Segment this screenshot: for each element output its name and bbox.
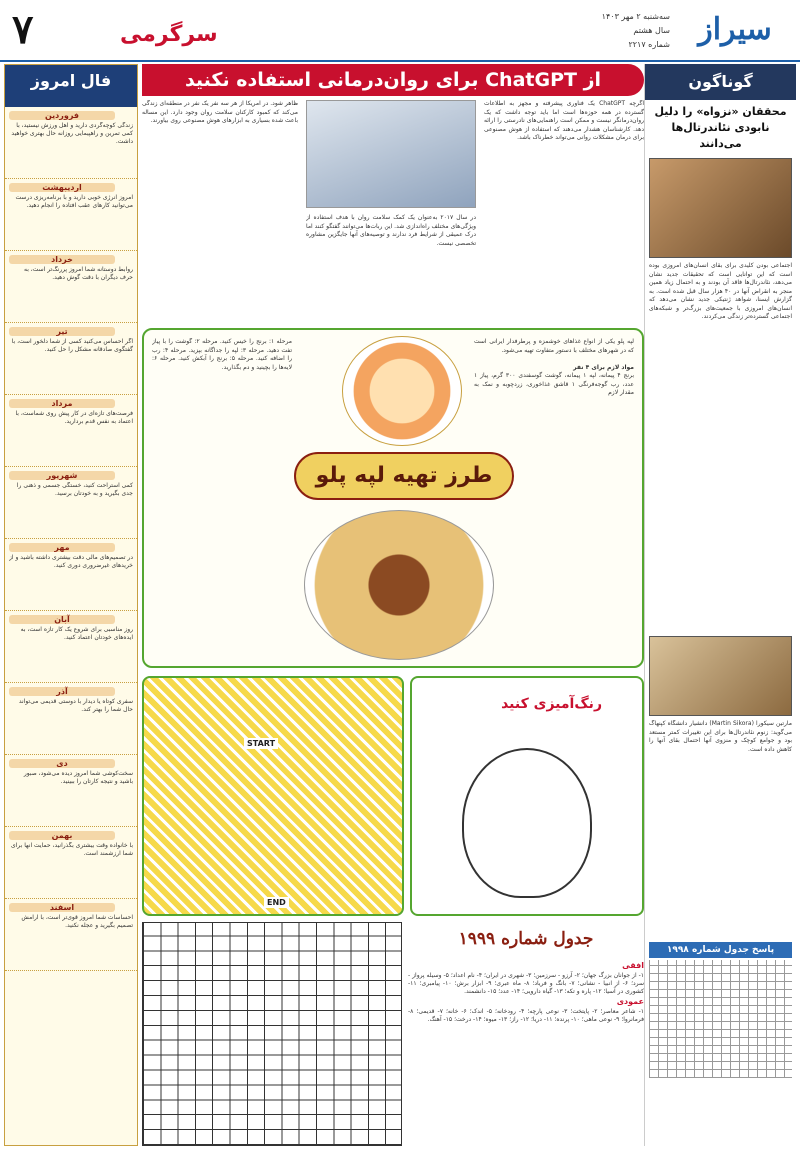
chef-illustration [342,336,462,446]
issue-date: سه‌شنبه ۲ مهر ۱۴۰۳ [601,12,670,21]
recipe-intro: لپه پلو یکی از انواع غذاهای خوشمزه و پرطرفدار ایرانی است که در شهرهای مختلف با دستور متفاوت تهیه می‌شود. [474,338,634,354]
prev-solution-title: پاسخ جدول شماره ۱۹۹۸ [649,942,792,958]
horoscope-item [5,251,137,323]
neanderthal-photo [649,158,792,258]
coloring-box [410,676,644,916]
sign-name: اسفند [9,903,115,912]
neanderthal-body-1: اجتماعی بودن کلیدی برای بقای انسان‌های امروزی بوده است که این توانایی است که تحقیقات جدید نشان می‌دهد، نئاندرتال‌ها فاقد آن بودند و به احتمال زیاد همین منجر به انقراض آنها در ۴۰ هزار سال قبل شده است. به گزارش ایسنا، شواهد ژنتیکی جدید نشان می‌دهد که انسان‌های امروزی با جمعیت‌های بزرگ‌تر و شبکه‌های اجتماعی گسترده‌تر زندگی می‌کردند. [649,262,792,320]
chatgpt-col-1: اگرچه ChatGPT یک فناوری پیشرفته و مجهز به اطلاعات گسترده در همه حوزه‌ها است اما باید توجه داشت که یک روان‌درمانگر نیست و ممکن است راهنمایی‌های نادرستی را ارائه دهد. کارشناسان هشدار می‌دهند که استفاده از هوش مصنوعی برای درمان مشکلات روانی می‌تواند خطرناک باشد. [484,100,644,141]
horoscope-item [5,755,137,827]
issue-year: سال هشتم [633,26,670,35]
robot-therapy-photo [306,100,476,208]
skull-photo [649,636,792,716]
horoscope-title: فال امروز [30,71,112,90]
horoscope-item [5,395,137,467]
ingredients-title: مواد لازم برای ۴ نفر [573,363,634,371]
chatgpt-col-2: در سال ۲۰۱۷ به‌عنوان یک کمک سلامت روان با هدف استفاده از ویژگی‌های مختلف راه‌اندازی شد. این ربات‌ها می‌توانند گفتگو کنند اما درک عمیقی از شرایط فرد ندارند و توصیه‌های آنها جایگزین مشاوره تخصصی نیست. [306,214,476,247]
neanderthal-body-2: مارتین سیکورا (Martin Sikora) دانشیار دانشگاه کپنهاگ می‌گوید: زنوم نئاندرتال‌ها برای این تغییرات کمتر مستعد بود و جوامع کوچک و منزوی آنها احتمال بقای آنها را کاهش داده است. [649,720,792,753]
maze-start-label: START [244,738,278,749]
horoscope-item [5,179,137,251]
sign-name: تیر [9,327,115,336]
horoscope-item [5,539,137,611]
sign-name: دی [9,759,115,768]
coloring-title: رنگ‌آمیزی کنید [501,696,602,712]
crossword-title: جدول شماره ۱۹۹۹ [458,929,594,949]
sign-name: شهریور [9,471,115,480]
sign-name: خرداد [9,255,115,264]
horoscope-item [5,827,137,899]
sign-text: زندگی کوچه‌گردی دارید و اهل ورزش نیستید، با کمی تمرین و راهپیمایی روزانه حال بهتری خواهید داشت. [11,122,133,145]
horoscope-item [5,611,137,683]
crossword-clues [408,960,644,1146]
misc-column [644,64,796,1146]
sign-text: با خانواده وقت بیشتری بگذرانید، حمایت آنها برای شما ارزشمند است. [10,842,133,857]
misc-header: گوناگون [645,64,796,100]
down-clues: ۱- شاعر معاصر؛ ۲- پایتخت؛ ۳- نوعی پارچه؛ ۴- رودخانه؛ ۵- اندک؛ ۶- خانه؛ ۷- قدیمی؛ ۸- فرمانروا؛ ۹- نوعی ماهی؛ ۱۰- پرنده؛ ۱۱- دریا؛ ۱۲- راز؛ ۱۳- میوه؛ ۱۴- درخت؛ ۱۵- آهنگ. [408,1008,644,1023]
sign-text: کمی استراحت کنید، خستگی جسمی و ذهنی را جدی بگیرید و به خودتان برسید. [16,482,133,497]
main-content [142,64,644,1146]
maze-puzzle [142,676,404,916]
horoscope-header [5,65,137,107]
horoscope-column [4,64,138,1146]
crossword-grid[interactable] [142,922,402,1146]
sign-name: آبان [9,615,115,624]
chatgpt-col-3: ظاهر شود. در آمریکا از هر سه نفر یک نفر در منطقه‌ای زندگی می‌کند که کمبود کارکنان سلامت روان وجود دارد. این مساله باعث شده بسیاری به ابزارهای هوش مصنوعی روی بیاورند. [142,100,298,124]
sign-text: فرصت‌های تازه‌ای در کار پیش روی شماست، با اعتماد به نفس قدم بردارید. [15,410,133,425]
ingredients-text: برنج ۴ پیمانه، لپه ۱ پیمانه، گوشت گوسفندی ۳۰۰ گرم، پیاز ۱ عدد، رب گوجه‌فرنگی ۱ قاشق غذاخوری، زردچوبه و نمک به مقدار لازم [474,372,634,396]
across-title: افقی [622,961,644,970]
sign-name: مرداد [9,399,115,408]
sign-name: فروردین [9,111,115,120]
section-title: سرگرمی [120,22,218,47]
sign-name: بهمن [9,831,115,840]
chatgpt-article [142,100,644,318]
sign-text: در تصمیم‌های مالی دقت بیشتری داشته باشید و از خریدهای غیرضروری دوری کنید. [9,554,133,569]
sign-name: اردیبهشت [9,183,115,192]
prev-solution-grid [649,960,792,1078]
down-title: عمودی [616,997,644,1006]
sign-text: روابط دوستانه شما امروز پررنگ‌تر است، به حرف دیگران با دقت گوش دهید. [23,266,133,281]
horoscope-item [5,467,137,539]
page-number: ۷ [12,6,34,53]
newspaper-logo: سیراز [698,12,772,47]
sign-text: سخت‌کوشی شما امروز دیده می‌شود، صبور باشید و نتیجه کارتان را ببینید. [23,770,133,785]
sign-text: اگر احساس می‌کنید کسی از شما دلخور است، با گفتگوی صادقانه مشکل را حل کنید. [11,338,133,353]
horoscope-item [5,323,137,395]
issue-meta [602,10,670,52]
recipe-title: طرز تهیه لپه پلو [294,452,514,500]
chatgpt-headline: از ChatGPT برای روان‌درمانی استفاده نکنید [142,64,644,96]
horoscope-item [5,899,137,971]
maze-end-label: END [264,897,289,908]
horoscope-list [5,107,137,971]
recipe-text [474,338,634,660]
sign-text: امروز انرژی خوبی دارید و با برنامه‌ریزی درست می‌توانید کارهای عقب افتاده را انجام دهید. [15,194,133,209]
sign-text: روز مناسبی برای شروع یک کار تازه است، به ایده‌های خودتان اعتماد کنید. [20,626,133,641]
rice-dish-photo [304,510,494,660]
horoscope-item [5,107,137,179]
recipe-box [142,328,644,668]
horoscope-item [5,683,137,755]
games-section [142,676,644,1146]
sign-text: سفری کوتاه یا دیدار با دوستی قدیمی می‌تواند حال شما را بهتر کند. [18,698,133,713]
across-clues: ۱- از جوانان بزرگ جهان؛ ۲- آرزو - سرزمین؛ ۳- شهری در ایران؛ ۴- نام اعداد؛ ۵- وسیله پرواز - سرد؛ ۶- از انبیا - نشانی؛ ۷- بانگ و فریاد؛ ۸- ماه عبری؛ ۹- ابزار برش؛ ۱۰- پیامبری؛ ۱۱- کشوری در آسیا؛ ۱۲- پاره و تکه؛ ۱۳- گیاه دارویی؛ ۱۴- عدد؛ ۱۵- دانشمند. [408,972,644,995]
sign-text: احساسات شما امروز قوی‌تر است، با آرامش تصمیم بگیرید و عجله نکنید. [21,914,133,929]
bunny-outline-drawing [462,748,592,898]
masthead [0,0,800,62]
sign-name: آذر [9,687,115,696]
sign-name: مهر [9,543,115,552]
recipe-steps: مرحله ۱: برنج را خیس کنید. مرحله ۲: گوشت را با پیاز تفت دهید. مرحله ۳: لپه را جداگانه بپزید. مرحله ۴: رب را اضافه کنید. مرحله ۵: برنج را آبکش کنید. مرحله ۶: لایه‌ها را بچینید و دم بگذارید. [152,338,292,371]
issue-number: شماره ۲۲۱۷ [628,40,670,49]
neanderthal-headline: محققان «نزواه» را دلیل نابودی نئاندرتال‌ها می‌دانند [654,105,787,150]
